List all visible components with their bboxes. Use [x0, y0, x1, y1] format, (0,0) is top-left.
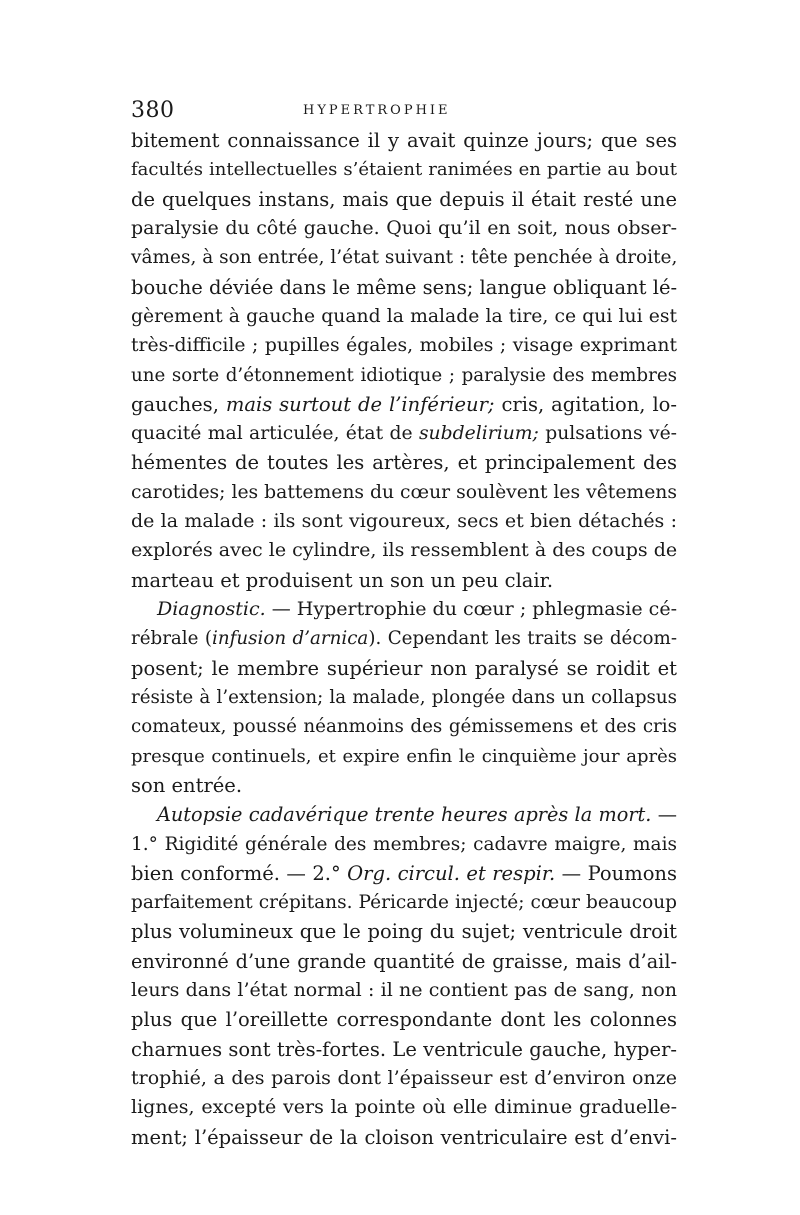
- text-run: presque continuels, et expire enfin le cinquième jour après: [131, 745, 677, 767]
- text-line: [131, 800, 677, 829]
- text-run: plus que l’oreillette correspondante dont les colonnes: [131, 1008, 677, 1032]
- italic-text: Diagnostic.: [157, 598, 266, 620]
- text-line: [131, 888, 677, 917]
- page-number: 380: [131, 98, 175, 123]
- text-line: [131, 1064, 677, 1093]
- text-line: [131, 654, 677, 683]
- text-line: [131, 1005, 677, 1034]
- text-run: lignes, excepté vers la pointe où elle diminue graduelle-: [131, 1096, 677, 1119]
- text-run: environné d’une grande quantité de graisse, mais d’ail-: [131, 949, 677, 973]
- text-line: [131, 507, 677, 536]
- text-line: [131, 419, 677, 448]
- text-line: [131, 683, 677, 712]
- text-line: [131, 742, 677, 771]
- text-run: parfaitement crépitans. Péricarde injecté; cœur beaucoup: [131, 892, 677, 914]
- text-run: comateux, poussé néanmoins des gémissemens et des cris: [131, 716, 677, 738]
- text-line: [131, 1035, 677, 1064]
- italic-text: Autopsie cadavérique trente heures après la mort.: [157, 803, 652, 827]
- text-line: [131, 859, 677, 888]
- text-run: résiste à l’extension; la malade, plongée dans un collapsus: [131, 686, 677, 708]
- text-line: [131, 448, 677, 477]
- text-run: son entrée.: [131, 773, 243, 797]
- text-line: [131, 566, 677, 595]
- text-line: [131, 1093, 677, 1122]
- text-line: [131, 273, 677, 302]
- text-line: [131, 771, 677, 800]
- text-run: bouche déviée dans le même sens; langue obliquant lé-: [131, 275, 678, 299]
- text-run: 1.° Rigidité générale des membres; cadavre maigre, mais: [131, 833, 677, 855]
- text-run: bien conformé. — 2.°: [131, 861, 348, 885]
- body-text: [131, 126, 677, 1152]
- text-run: facultés intellectuelles s’étaient ranimées en partie au bout: [131, 159, 677, 181]
- text-run: — Poumons: [555, 861, 678, 885]
- text-run: paralysie du côté gauche. Quoi qu’il en soit, nous obser-: [131, 216, 677, 239]
- italic-text: mais surtout de l’inférieur;: [225, 392, 495, 416]
- text-run: quacité mal articulée, état de: [131, 423, 419, 445]
- page-header: [131, 96, 677, 126]
- text-run: de quelques instans, mais que depuis il était resté une: [131, 187, 677, 211]
- text-line: [131, 917, 677, 946]
- text-run: posent; le membre supérieur non paralysé se roidit et: [131, 656, 677, 680]
- text-line: [131, 830, 677, 859]
- text-run: explorés avec le cylindre, ils ressemblent à des coups de: [131, 539, 678, 562]
- text-line: [131, 976, 677, 1005]
- text-run: gèrement à gauche quand la malade la tire, ce qui lui est: [131, 305, 677, 327]
- text-line: [131, 155, 677, 184]
- text-run: charnues sont très-fortes. Le ventricule gauche, hyper-: [131, 1037, 677, 1061]
- text-run: ment; l’épaisseur de la cloison ventriculaire est d’envi-: [131, 1125, 677, 1149]
- text-run: carotides; les battemens du cœur soulèvent les vêtemens: [131, 481, 678, 503]
- text-run: leurs dans l’état normal : il ne contient pas de sang, non: [131, 979, 677, 1002]
- text-line: [131, 624, 677, 653]
- text-line: [131, 185, 677, 214]
- text-run: — Hypertrophie du cœur ; phlegmasie cé-: [265, 598, 677, 620]
- text-line: [131, 478, 677, 507]
- text-line: [131, 214, 677, 243]
- text-line: [131, 331, 677, 360]
- text-run: marteau et produisent un son un peu clair.: [131, 568, 554, 592]
- text-line: [131, 361, 677, 390]
- text-run: très-difficile ; pupilles égales, mobiles ; visage exprimant: [131, 335, 677, 357]
- text-run: de la malade : ils sont vigoureux, secs et bien détachés :: [131, 510, 677, 533]
- text-line: [131, 390, 677, 419]
- text-run: ). Cependant les traits se décom-: [368, 628, 678, 650]
- text-run: vâmes, à son entrée, l’état suivant : tête penchée à droite,: [131, 247, 678, 269]
- text-line: [131, 595, 677, 624]
- text-line: [131, 243, 677, 272]
- text-line: [131, 126, 677, 155]
- text-run: une sorte d’étonnement idiotique ; paralysie des membres: [131, 364, 677, 386]
- text-run: bitement connaissance il y avait quinze jours; que ses: [131, 129, 677, 152]
- italic-text: subdelirium;: [418, 423, 539, 445]
- text-run: cris, agitation, lo-: [494, 392, 678, 416]
- text-line: [131, 947, 677, 976]
- text-line: [131, 536, 677, 565]
- text-line: [131, 712, 677, 741]
- italic-text: infusion d’arnica: [212, 628, 369, 650]
- text-run: —: [651, 803, 677, 827]
- text-run: hémentes de toutes les artères, et principalement des: [131, 451, 677, 475]
- text-run: pulsations vé-: [538, 423, 677, 445]
- text-run: plus volumineux que le poing du sujet; ventricule droit: [131, 920, 677, 944]
- running-head: HYPERTROPHIE: [303, 103, 451, 118]
- text-line: [131, 302, 677, 331]
- text-run: trophié, a des parois dont l’épaisseur est d’environ onze: [131, 1067, 677, 1089]
- text-line: [131, 1123, 677, 1152]
- italic-text: Org. circul. et respir.: [347, 861, 556, 885]
- text-run: rébrale (: [131, 628, 213, 650]
- text-run: gauches,: [131, 392, 226, 416]
